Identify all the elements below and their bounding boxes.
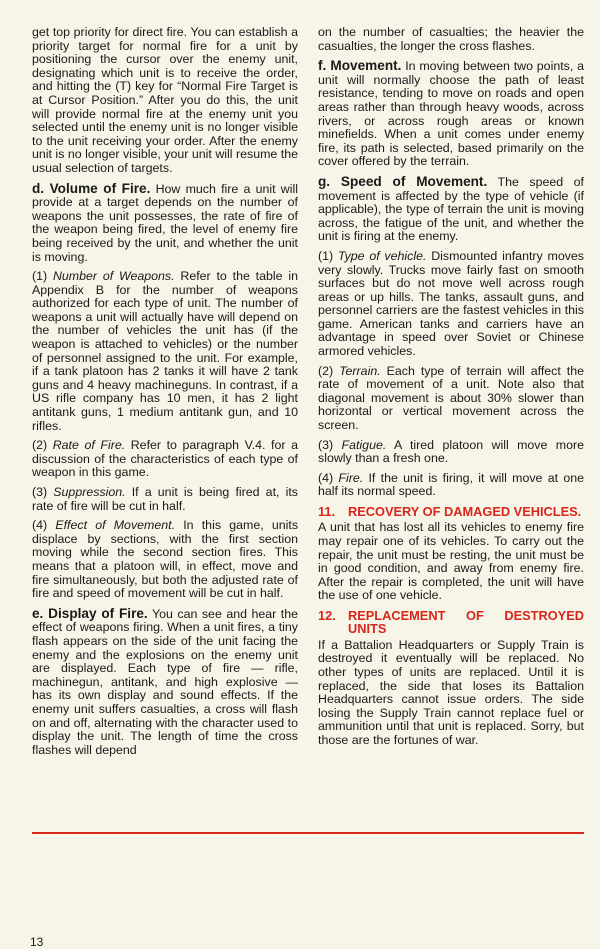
item-g3-text: A tired platoon will move more slowly than a fresh one.: [318, 437, 584, 466]
item-d1-text: Refer to the table in Appendix B for the number of weapons authorized for each type of unit. The number of weapons a unit will actually have will depend on the number of vehicles the unit has (if the weapon is attached to vehicles) or the number of personnel assigned to the unit. For example, if a tank platoon has 2 tanks it will have 2 tank guns and 4 heavy machineguns. In contrast, if a US rifle company has 10 men, it has 2 light antitank guns, 1 medium antitank gun, and 10 rifles.: [32, 269, 298, 433]
item-g1: [318, 250, 584, 359]
item-d2-title: Rate of Fire.: [52, 438, 126, 453]
item-g1-number: (1): [318, 248, 338, 263]
item-g1-title: Type of vehicle.: [337, 248, 427, 263]
item-g2-number: (2): [318, 363, 340, 378]
item-d3-text: If a unit is being fired at, its rate of fire will be cut in half.: [32, 485, 298, 513]
section-g-text: The speed of movement is affected by the type of vehicle (if applicable), the type of terrain the unit is moving across, the fatigue of the unit, and whether the unit is firing at the enemy.: [318, 174, 584, 244]
paragraph-priority-target: get top priority for direct fire. You can establish a priority target for normal fire for a unit by positioning the cursor over the enemy unit, designating which unit is to receive the order, and hitting the (T) key for “Normal Fire Target is at Cursor Position.” After you do this, the unit will provide normal fire at the enemy unit you selected until the enemy unit is no longer visible to the unit receiving your order. After the enemy unit is no longer visible, your unit will resume the usual selection of targets.: [32, 25, 298, 175]
paragraph-casualties: on the number of casualties; the heavier the casualties, the longer the cross flashes.: [318, 25, 584, 53]
item-g2-title: Terrain.: [339, 363, 381, 378]
section-11-title: RECOVERY OF DAMAGED VEHICLES.: [348, 504, 582, 519]
section-12-number: 12.: [318, 607, 336, 623]
section-g-heading: g. Speed of Movement.: [318, 173, 488, 189]
item-d4: [32, 519, 298, 601]
section-e-text: You can see and hear the effect of weapons firing. When a unit fires, a tiny flash appears on the side of the unit facing the enemy and the explosions on the enemy unit are displayed. Each type of fire — rifle, machinegun, antitank, and high explosive — has its own display and sound effects. If the enemy unit suffers casualties, a cross will flash on and off, alternating with the character used to display the unit. The length of time the cross flashes will depend: [32, 606, 299, 757]
item-g4-title: Fire.: [338, 470, 364, 485]
footer-rule: [32, 832, 584, 834]
section-12-title: REPLACEMENT OF DESTROYED UNITS: [348, 607, 584, 637]
item-d1-number: (1): [32, 269, 53, 284]
item-d3-title: Suppression.: [53, 485, 126, 499]
item-g2: [318, 365, 584, 433]
item-d2-text: Refer to paragraph V.4. for a discussion of the characteristics of each type of weapon in this game.: [32, 438, 298, 480]
item-g4-number: (4): [318, 470, 339, 485]
section-e-heading: e. Display of Fire.: [32, 605, 148, 621]
item-g3-number: (3): [318, 437, 342, 452]
item-d3-number: (3): [32, 485, 54, 499]
section-f-heading: f. Movement.: [318, 58, 402, 74]
section-g-speed-of-movement: [318, 175, 584, 244]
section-e-display-of-fire: [32, 607, 298, 758]
item-g1-text: Dismounted infantry moves very slowly. Trucks move fairly fast on smooth surfaces but do not move well across rough areas or up hills. The tanks, assault guns, and personnel carriers are the fastest vehicles in this game. American tanks and carriers have an advantage in speed over Soviet or Chinese armored vehicles.: [318, 248, 584, 359]
item-d2-number: (2): [32, 438, 53, 453]
item-d1: [32, 270, 298, 433]
section-d-volume-of-fire: [32, 182, 298, 265]
section-d-heading: d. Volume of Fire.: [32, 180, 151, 196]
item-g3-title: Fatigue.: [341, 437, 387, 452]
item-d2: [32, 439, 298, 480]
section-11-number: 11.: [318, 504, 336, 519]
section-f-text: In moving between two points, a unit will normally choose the path of least resistance, tending to move on roads and open areas rather than through heavy woods, across rivers, or across rough areas or known minefields. When a unit comes under enemy fire, its path is selected, based primarily on the cover offered by the terrain.: [318, 59, 584, 169]
item-d4-text: In this game, units displace by sections, with the first section moving while the second section fires. This means that a platoon will, in effect, move and fire simultaneously, but both the adjusted rate of fire and speed of movement will be cut in half.: [32, 518, 299, 601]
item-d4-title: Effect of Movement.: [55, 518, 176, 533]
section-12-text: If a Battalion Headquarters or Supply Train is destroyed it eventually will be replaced. No other types of units are replaced. Until it is replaced, the side that loses its Battalion Headquarters cannot issue orders. The side losing the Supply Train cannot replace fuel or ammunition until that unit is replaced. Sorry, but those are the fortunes of war.: [318, 637, 584, 747]
section-d-text: How much fire a unit will provide at a target depends on the number of weapons the unit possesses, the rate of fire of the weapon being fired, the level of enemy fire being received by the unit, and whether the unit is moving.: [32, 181, 299, 264]
item-g4-text: If the unit is firing, it will move at one half its normal speed.: [318, 470, 584, 499]
item-g4: [318, 472, 584, 499]
item-d1-title: Number of Weapons.: [52, 269, 175, 284]
item-g3: [318, 439, 584, 466]
section-12-heading: [318, 609, 584, 636]
section-11-text: A unit that has lost all its vehicles to enemy fire may repair one of its vehicles. To carry out the repair, the unit must be resting, the unit must be in good condition, and away from enemy fire. After the repair is completed, the unit will have the use of one vehicle.: [318, 520, 584, 603]
item-g2-text: Each type of terrain will affect the rate of movement of a unit. Note also that diagonal movement is about 30% slower than horizontal or vertical movement across the screen.: [318, 363, 584, 433]
section-f-movement: [318, 59, 584, 169]
right-column: [318, 26, 584, 754]
left-column: [32, 26, 298, 763]
section-11-heading: [318, 505, 584, 518]
item-d4-number: (4): [32, 518, 56, 533]
page-number: 13: [30, 935, 44, 949]
item-d3: [32, 486, 298, 513]
